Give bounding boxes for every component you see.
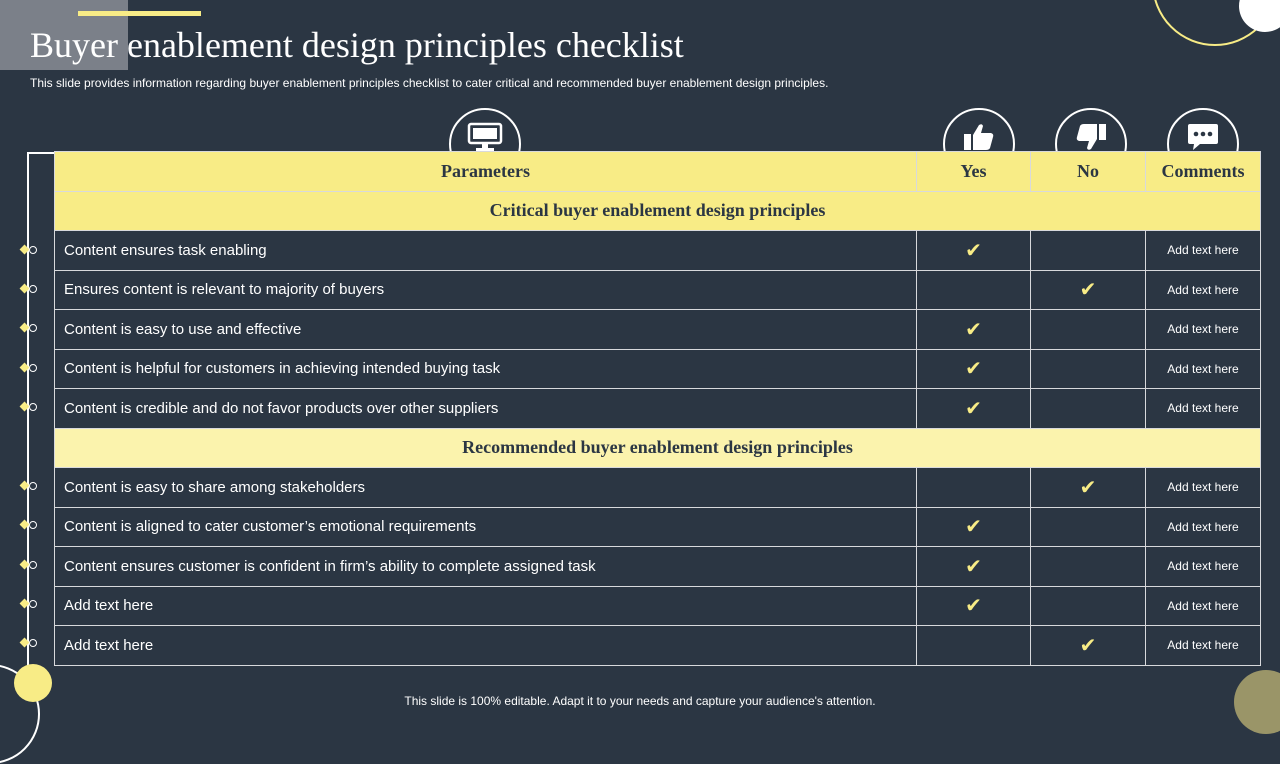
header-no: No xyxy=(1031,152,1146,192)
yes-check-icon: ✔ xyxy=(917,586,1031,626)
section-title: Recommended buyer enablement design principles xyxy=(55,428,1261,468)
parameter-cell: Content is aligned to cater customer’s emotional requirements xyxy=(55,507,917,547)
no-check-icon xyxy=(1031,231,1146,271)
table-row xyxy=(55,586,1261,626)
header-comments: Comments xyxy=(1146,152,1261,192)
no-check-icon xyxy=(1031,547,1146,587)
comment-cell[interactable]: Add text here xyxy=(1146,507,1261,547)
yes-check-icon: ✔ xyxy=(917,507,1031,547)
table-row xyxy=(55,310,1261,350)
timeline-ring-marker xyxy=(29,482,37,490)
table-header-row xyxy=(55,152,1261,192)
checklist-table xyxy=(54,151,1261,666)
timeline-ring-marker xyxy=(29,403,37,411)
timeline-cap xyxy=(27,152,54,154)
timeline-ring-marker xyxy=(29,639,37,647)
timeline-ring-marker xyxy=(29,285,37,293)
no-check-icon xyxy=(1031,507,1146,547)
yes-check-icon: ✔ xyxy=(917,547,1031,587)
comment-cell[interactable]: Add text here xyxy=(1146,231,1261,271)
comment-cell[interactable]: Add text here xyxy=(1146,270,1261,310)
yes-check-icon xyxy=(917,468,1031,508)
no-check-icon xyxy=(1031,389,1146,429)
parameter-cell: Ensures content is relevant to majority of buyers xyxy=(55,270,917,310)
no-check-icon xyxy=(1031,586,1146,626)
page-title: Buyer enablement design principles checklist xyxy=(30,25,684,65)
parameter-cell: Content is easy to share among stakeholders xyxy=(55,468,917,508)
comment-cell[interactable]: Add text here xyxy=(1146,389,1261,429)
title-accent-bar xyxy=(78,11,201,16)
parameter-cell: Content is helpful for customers in achieving intended buying task xyxy=(55,349,917,389)
timeline-ring-marker xyxy=(29,324,37,332)
header-parameters: Parameters xyxy=(55,152,917,192)
no-check-icon xyxy=(1031,349,1146,389)
comment-cell[interactable]: Add text here xyxy=(1146,468,1261,508)
yes-check-icon xyxy=(917,270,1031,310)
parameter-cell: Content is easy to use and effective xyxy=(55,310,917,350)
timeline-ring-marker xyxy=(29,561,37,569)
yes-check-icon: ✔ xyxy=(917,310,1031,350)
timeline-ring-marker xyxy=(29,246,37,254)
section-header-critical xyxy=(55,191,1261,231)
table-row xyxy=(55,547,1261,587)
table-row xyxy=(55,507,1261,547)
parameter-cell[interactable]: Add text here xyxy=(55,586,917,626)
timeline-ring-marker xyxy=(29,521,37,529)
timeline-ring-marker xyxy=(29,600,37,608)
yes-check-icon: ✔ xyxy=(917,389,1031,429)
table-row xyxy=(55,626,1261,666)
parameter-cell: Content is credible and do not favor products over other suppliers xyxy=(55,389,917,429)
section-header-recommended xyxy=(55,428,1261,468)
parameter-cell[interactable]: Add text here xyxy=(55,626,917,666)
parameter-cell: Content ensures task enabling xyxy=(55,231,917,271)
comment-cell[interactable]: Add text here xyxy=(1146,349,1261,389)
comment-cell[interactable]: Add text here xyxy=(1146,310,1261,350)
no-check-icon: ✔ xyxy=(1031,468,1146,508)
yes-check-icon: ✔ xyxy=(917,349,1031,389)
footer-note: This slide is 100% editable. Adapt it to your needs and capture your audience's attention. xyxy=(404,694,876,708)
table-row xyxy=(55,389,1261,429)
table-row xyxy=(55,349,1261,389)
timeline-ring-marker xyxy=(29,364,37,372)
parameter-cell: Content ensures customer is confident in firm’s ability to complete assigned task xyxy=(55,547,917,587)
no-check-icon xyxy=(1031,310,1146,350)
yes-check-icon xyxy=(917,626,1031,666)
yes-check-icon: ✔ xyxy=(917,231,1031,271)
comment-cell[interactable]: Add text here xyxy=(1146,586,1261,626)
comment-cell[interactable]: Add text here xyxy=(1146,626,1261,666)
no-check-icon: ✔ xyxy=(1031,270,1146,310)
table-row xyxy=(55,231,1261,271)
section-title: Critical buyer enablement design principles xyxy=(55,191,1261,231)
no-check-icon: ✔ xyxy=(1031,626,1146,666)
table-row xyxy=(55,270,1261,310)
table-row xyxy=(55,468,1261,508)
page-subtitle: This slide provides information regarding buyer enablement principles checklist to cater critical and recommended buyer enablement design principles. xyxy=(30,76,829,90)
header-yes: Yes xyxy=(917,152,1031,192)
comment-cell[interactable]: Add text here xyxy=(1146,547,1261,587)
